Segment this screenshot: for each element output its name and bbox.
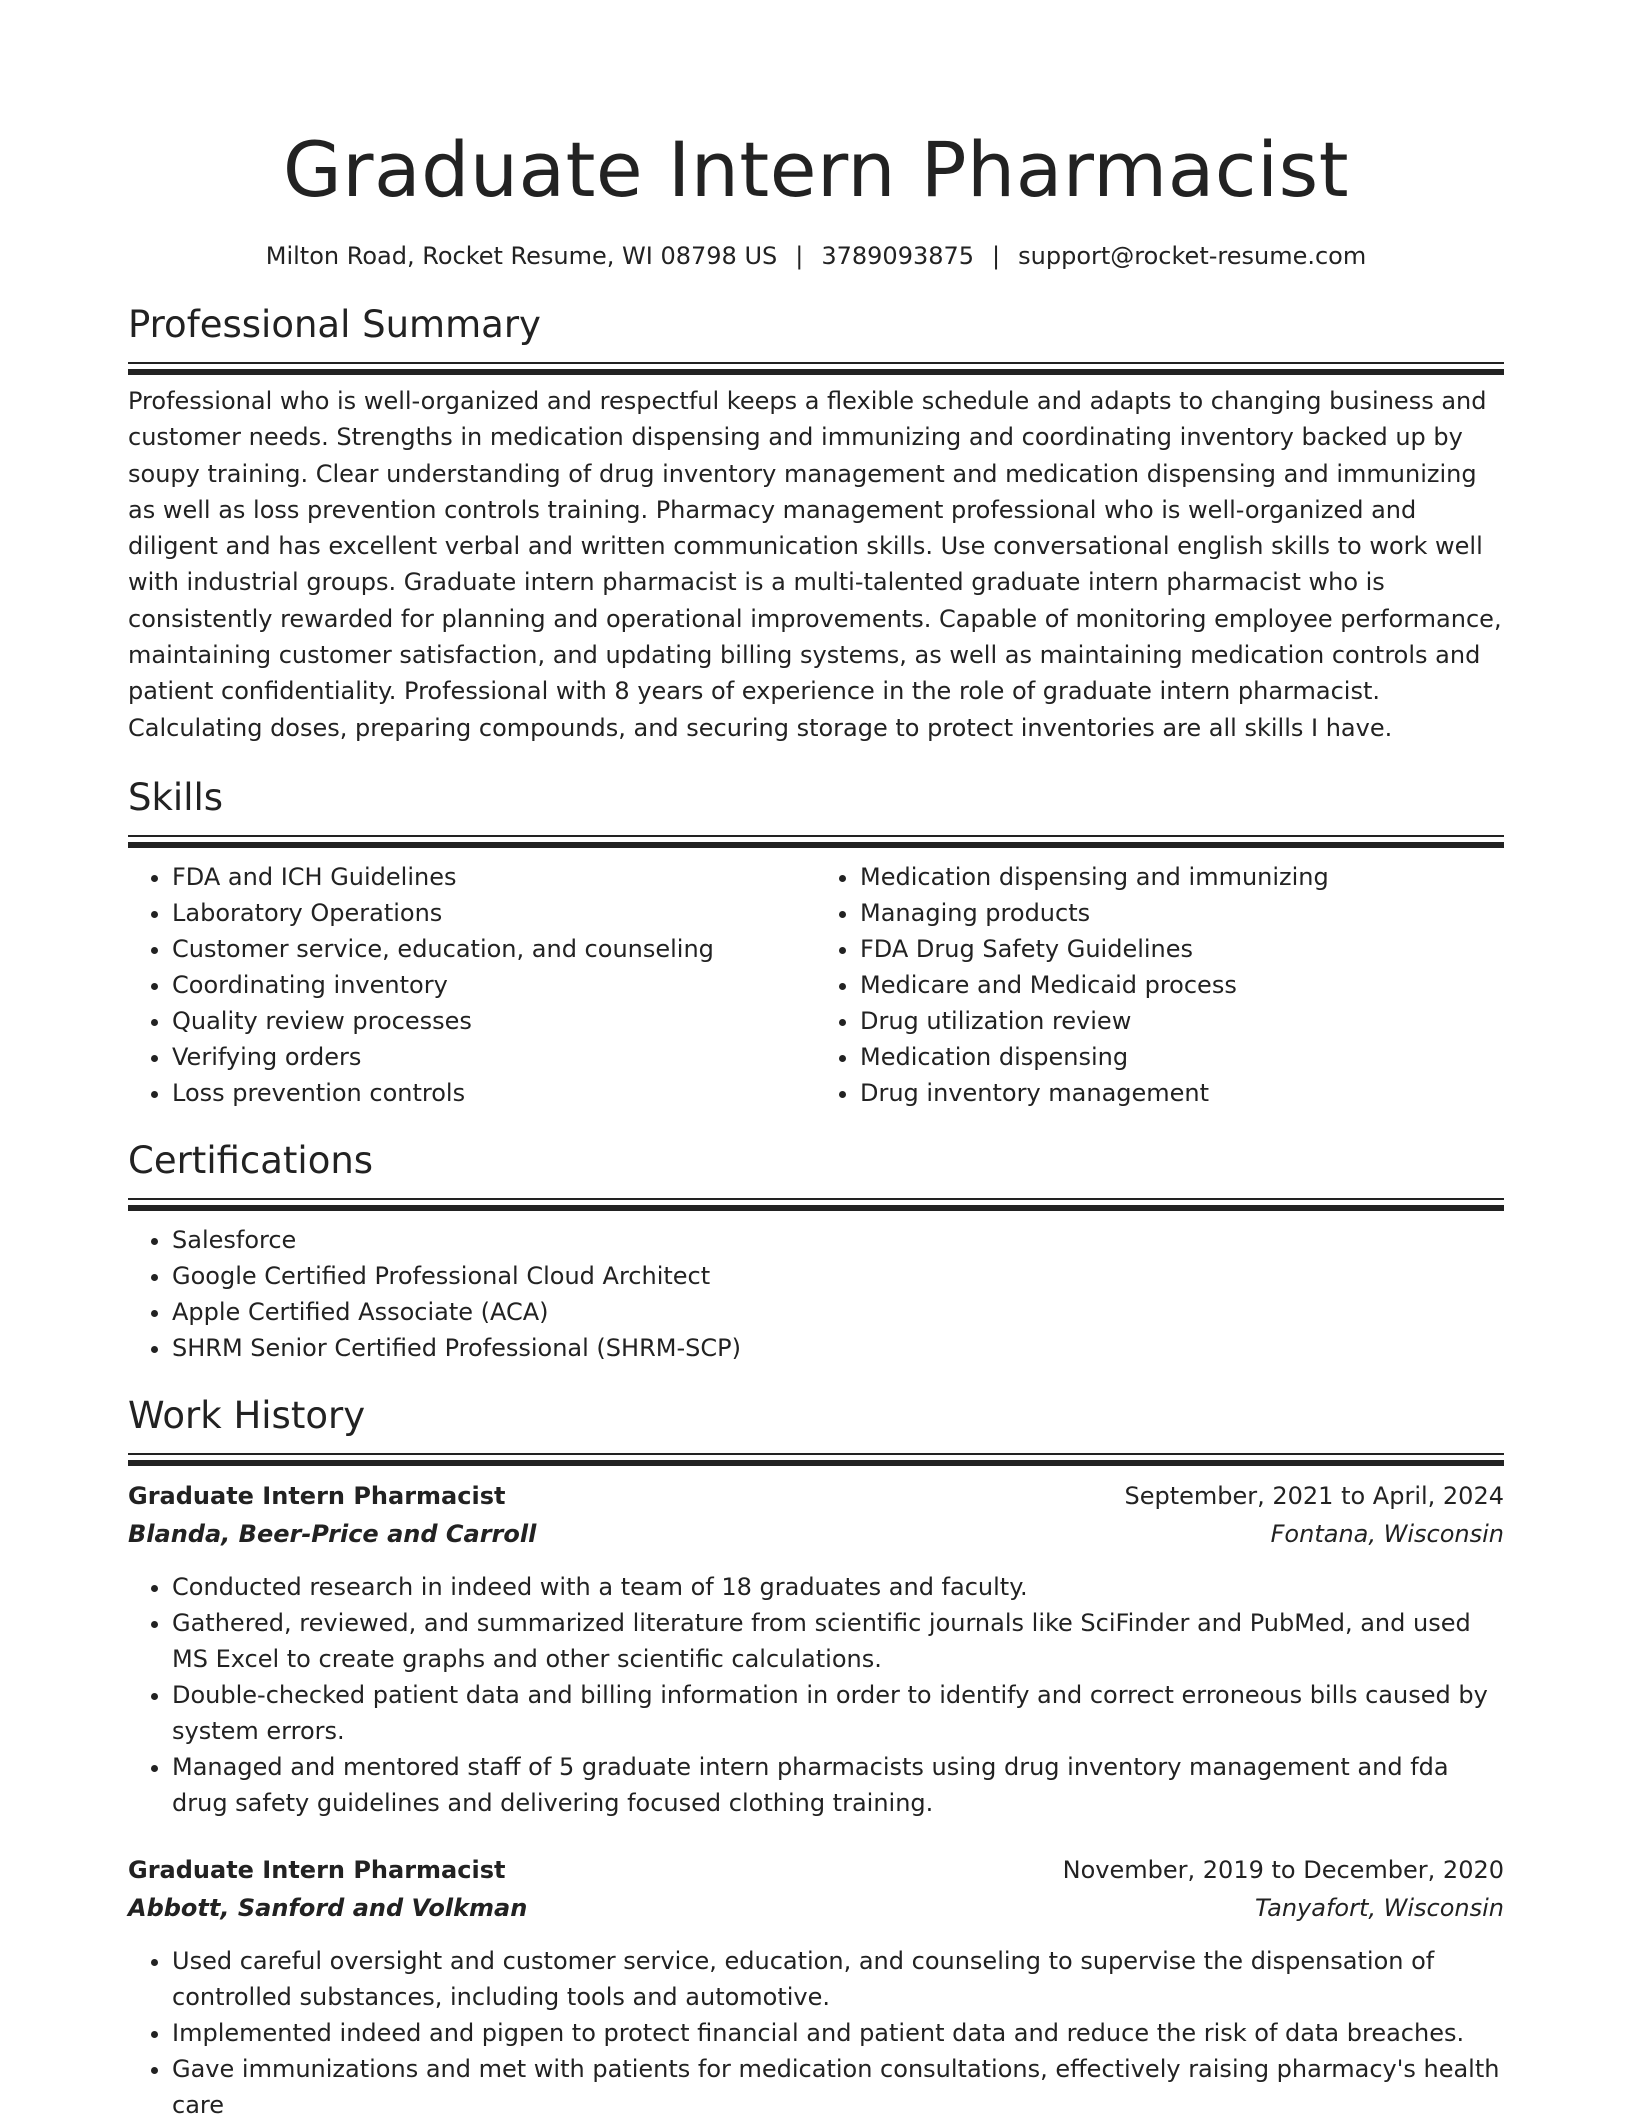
- work-history-section: [128, 1391, 1504, 2123]
- job-dates: November, 2019 to December, 2020: [1062, 1855, 1504, 1884]
- certification-item: • Google Certified Professional Cloud Architect: [172, 1258, 1504, 1294]
- skill-item: • Managing products: [860, 895, 1504, 931]
- section-divider: [128, 1453, 1504, 1463]
- job-company: Blanda, Beer-Price and Carroll: [128, 1519, 537, 1548]
- contact-line: [128, 239, 1504, 273]
- job-entry: [128, 1477, 1504, 1821]
- resume-page: [128, 0, 1504, 2123]
- skill-item: • Drug utilization review: [860, 1003, 1504, 1039]
- job-location: Fontana, Wisconsin: [1270, 1519, 1504, 1548]
- job-bullet: • Double-checked patient data and billing information in order to identify and correct erroneous bills caused by system errors.: [172, 1677, 1504, 1749]
- contact-separator: |: [795, 242, 804, 270]
- certification-item: • SHRM Senior Certified Professional (SHRM-SCP): [172, 1330, 1504, 1366]
- contact-address: Milton Road, Rocket Resume, WI 08798 US: [265, 242, 778, 270]
- skill-item: • FDA and ICH Guidelines: [172, 859, 816, 895]
- job-dates: September, 2021 to April, 2024: [1124, 1481, 1504, 1510]
- section-title-skills: Skills: [128, 775, 224, 819]
- section-divider: [128, 835, 1504, 845]
- job-bullets: [128, 1943, 1504, 2123]
- certification-item: • Apple Certified Associate (ACA): [172, 1294, 1504, 1330]
- resume-name: Graduate Intern Pharmacist: [282, 125, 1350, 214]
- skill-item: • Quality review processes: [172, 1003, 816, 1039]
- job-location: Tanyafort, Wisconsin: [1254, 1893, 1504, 1922]
- job-bullet: • Gathered, reviewed, and summarized literature from scientific journals like SciFinder and PubMed, and used MS Excel to create graphs and other scientific calculations.: [172, 1605, 1504, 1677]
- job-bullet: • Conducted research in indeed with a team of 18 graduates and faculty.: [172, 1569, 1504, 1605]
- skill-item: • Loss prevention controls: [172, 1075, 816, 1111]
- skill-item: • FDA Drug Safety Guidelines: [860, 931, 1504, 967]
- job-header: [128, 1851, 1504, 1889]
- certifications-list: [128, 1222, 1504, 1366]
- skill-item: • Laboratory Operations: [172, 895, 816, 931]
- job-subheader: [128, 1889, 1504, 1927]
- skill-item: • Coordinating inventory: [172, 967, 816, 1003]
- skill-item: • Medicare and Medicaid process: [860, 967, 1504, 1003]
- job-bullet: • Managed and mentored staff of 5 graduate intern pharmacists using drug inventory management and fda drug safety guidelines and delivering focused clothing training.: [172, 1749, 1504, 1821]
- contact-phone: 3789093875: [821, 242, 975, 270]
- skill-item: • Medication dispensing and immunizing: [860, 859, 1504, 895]
- job-title: Graduate Intern Pharmacist: [128, 1855, 506, 1884]
- section-divider: [128, 362, 1504, 372]
- skills-section: [128, 773, 1504, 1111]
- section-title-certifications: Certifications: [128, 1138, 374, 1182]
- section-divider: [128, 1198, 1504, 1208]
- job-subheader: [128, 1515, 1504, 1553]
- skills-list-left: [128, 859, 816, 1111]
- job-bullets: [128, 1569, 1504, 1821]
- job-entry: [128, 1851, 1504, 2123]
- skill-item: • Verifying orders: [172, 1039, 816, 1075]
- job-title: Graduate Intern Pharmacist: [128, 1481, 506, 1510]
- certification-item: • Salesforce: [172, 1222, 1504, 1258]
- summary-text: Professional who is well-organized and respectful keeps a flexible schedule and adapts to changing business and customer needs. Strengths in medication dispensing and immunizing and coordinating inventory backed up by soupy training. Clear understanding of drug inventory management and medication dispensing and immunizing as well as loss prevention controls training. Pharmacy management professional who is well-organized and diligent and has excellent verbal and written communication skills. Use conversational english skills to work well with industrial groups. Graduate intern pharmacist is a multi-talented graduate intern pharmacist who is consistently rewarded for planning and operational improvements. Capable of monitoring employee performance, maintaining customer satisfaction, and updating billing systems, as well as maintaining medication controls and patient confidentiality. Professional with 8 years of experience in the role of graduate intern pharmacist. Calculating doses, preparing compounds, and securing storage to protect inventories are all skills I have.: [128, 387, 1502, 742]
- contact-separator: |: [992, 242, 1001, 270]
- summary-section: [128, 300, 1504, 746]
- section-title-work-history: Work History: [128, 1393, 366, 1437]
- section-title-summary: Professional Summary: [128, 303, 541, 346]
- job-company: Abbott, Sanford and Volkman: [128, 1893, 528, 1922]
- contact-email: support@rocket-resume.com: [1018, 242, 1367, 270]
- skill-item: • Drug inventory management: [860, 1075, 1504, 1111]
- job-bullet: • Implemented indeed and pigpen to protect financial and patient data and reduce the risk of data breaches.: [172, 2015, 1504, 2051]
- job-bullet: • Gave immunizations and met with patients for medication consultations, effectively raising pharmacy's health care: [172, 2051, 1504, 2123]
- skills-columns: [128, 859, 1504, 1111]
- certifications-section: [128, 1136, 1504, 1366]
- skills-list-right: [816, 859, 1504, 1111]
- job-bullet: • Used careful oversight and customer service, education, and counseling to supervise the dispensation of controlled substances, including tools and automotive.: [172, 1943, 1504, 2015]
- skill-item: • Customer service, education, and counseling: [172, 931, 816, 967]
- job-header: [128, 1477, 1504, 1515]
- skill-item: • Medication dispensing: [860, 1039, 1504, 1075]
